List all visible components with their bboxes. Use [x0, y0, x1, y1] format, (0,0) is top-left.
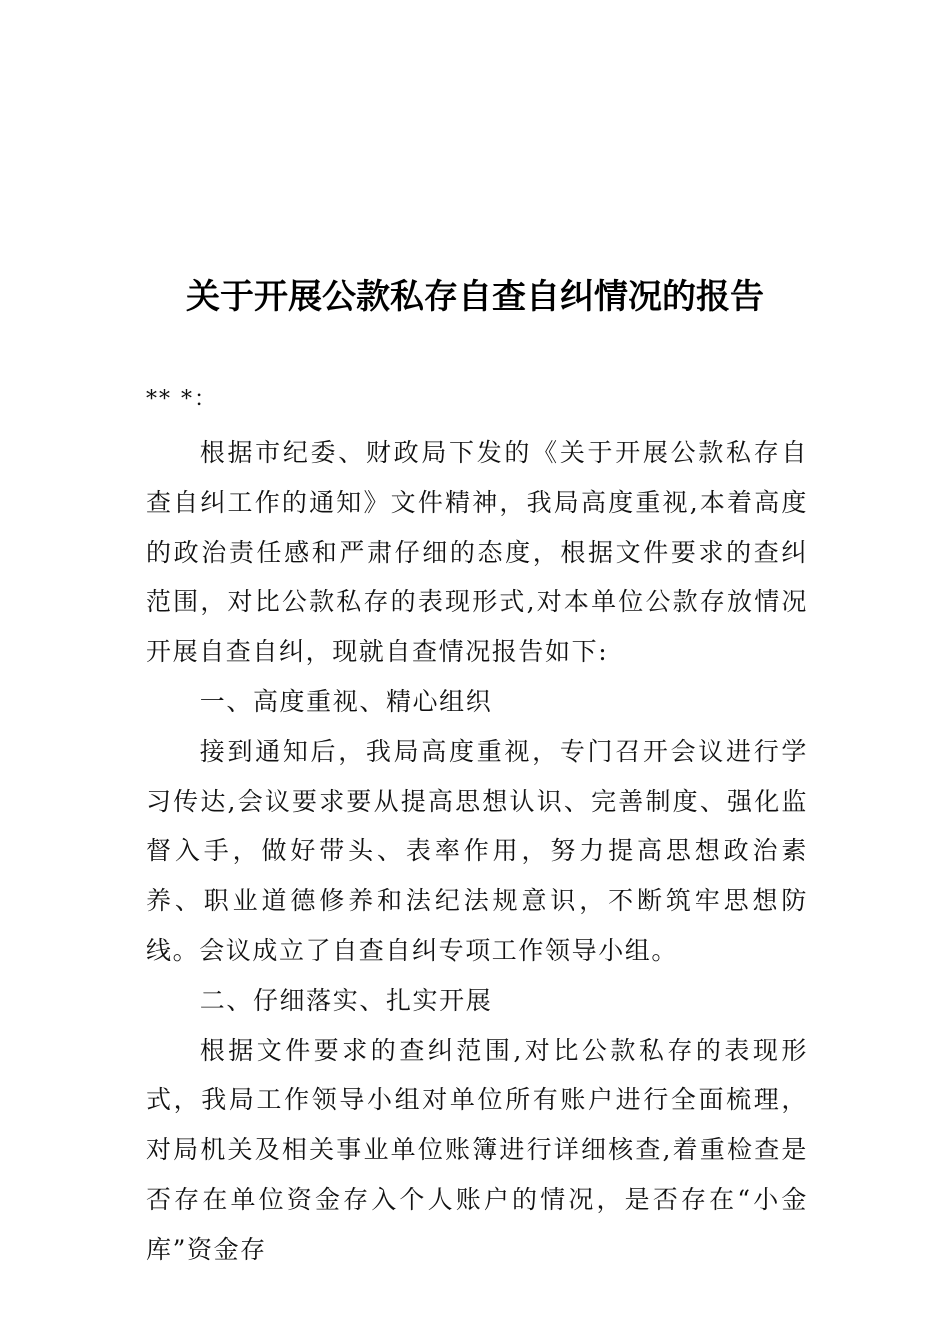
paragraph-section-2: 根据文件要求的查纠范围,对比公款私存的表现形式，我局工作领导小组对单位所有账户进行全面梳理，对局机关及相关事业单位账簿进行详细核查,着重检查是否存在单位资金存入个人账户的情况，是否存在“小金库”资金存 [146, 1035, 808, 1264]
section-heading-1: 一、高度重视、精心组织 [199, 686, 493, 716]
paragraph-section-1: 接到通知后，我局高度重视，专门召开会议进行学习传达,会议要求要从提高思想认识、完善制度、强化监督入手，做好带头、表率作用，努力提高思想政治素养、职业道德修养和法纪法规意识，不断筑牢思想防线。会议成立了自查自纠专项工作领导小组。 [146, 736, 808, 965]
section-heading-2: 二、仔细落实、扎实开展 [199, 985, 493, 1015]
salutation: ** *： [146, 387, 218, 412]
document-body [146, 428, 808, 1275]
document-title: 关于开展公款私存自查自纠情况的报告 [186, 277, 764, 317]
paragraph-intro: 根据市纪委、财政局下发的《关于开展公款私存自查自纠工作的通知》文件精神，我局高度重视,本着高度的政治责任感和严肃仔细的态度，根据文件要求的查纠范围，对比公款私存的表现形式,对本单位公款存放情况开展自查自纠，现就自查情况报告如下: [146, 438, 808, 667]
